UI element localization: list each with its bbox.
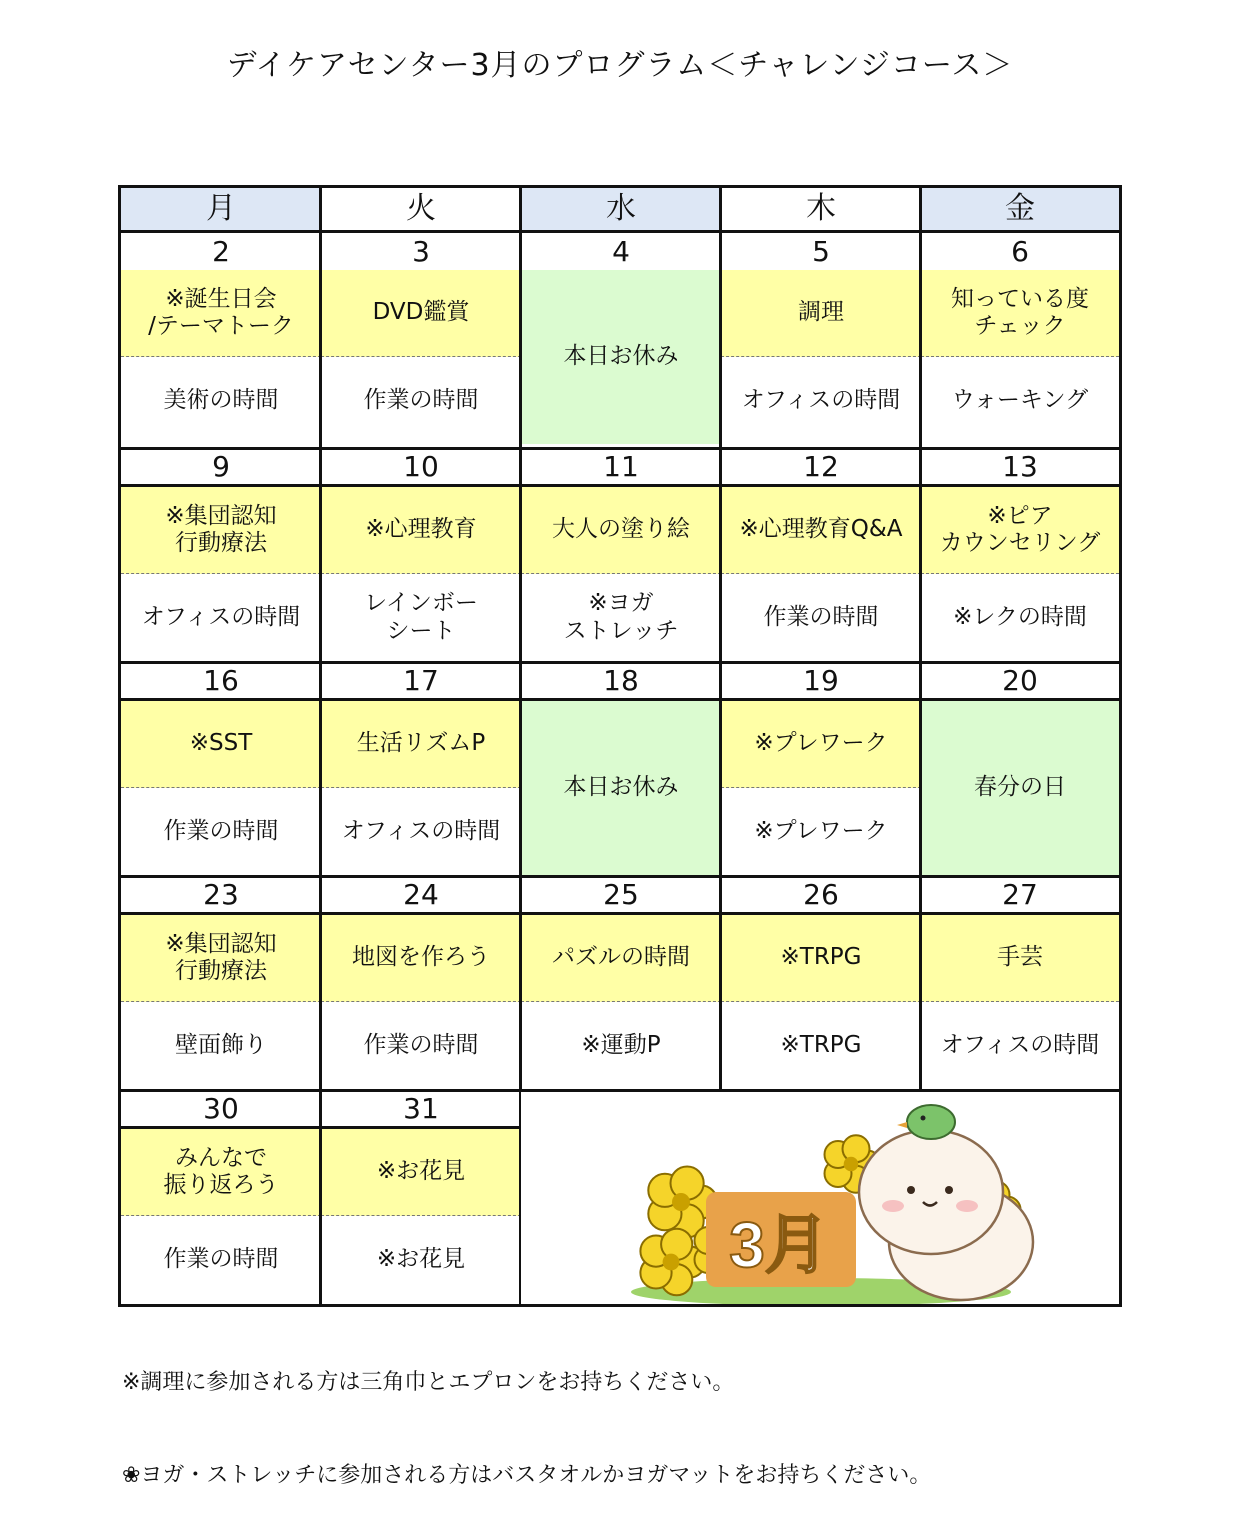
date-cell: 25 [521,875,721,915]
am-program-cell: ※プレワーク [721,701,921,788]
pm-program-cell: 美術の時間 [121,357,321,444]
weekday-header: 水 [521,188,721,233]
am-program-cell: みんなで 振り返ろう [121,1129,321,1216]
date-cell: 16 [121,661,321,701]
pm-program-cell: ※お花見 [321,1216,521,1303]
date-cell: 30 [121,1089,321,1129]
date-cell: 20 [921,661,1119,701]
pm-program-cell: ウォーキング [921,357,1119,444]
column-divider [719,188,722,1089]
am-program-cell: 手芸 [921,915,1119,1002]
pm-program-cell: オフィスの時間 [121,574,321,661]
pm-program-cell: 壁面飾り [121,1002,321,1089]
am-program-cell: 生活リズムP [321,701,521,788]
am-program-cell: ※TRPG [721,915,921,1002]
date-cell: 9 [121,447,321,487]
program-calendar [118,185,1122,1307]
closed-day-cell: 春分の日 [921,701,1119,875]
date-cell: 19 [721,661,921,701]
pm-program-cell: オフィスの時間 [921,1002,1119,1089]
date-cell: 11 [521,447,721,487]
pm-program-cell: レインボー シート [321,574,521,661]
pm-program-cell: 作業の時間 [121,1216,321,1303]
date-cell: 10 [321,447,521,487]
am-program-cell: ※ピア カウンセリング [921,487,1119,574]
notes [122,1305,931,1522]
date-cell: 23 [121,875,321,915]
weekday-header: 月 [121,188,321,233]
note-line: ❀ヨガ・ストレッチに参加される方はバスタオルかヨガマットをお持ちください。 [122,1463,932,1488]
rabbit-icon [859,1108,1033,1300]
weekday-header: 火 [321,188,521,233]
closed-day-cell: 本日お休み [521,270,721,444]
pm-program-cell: ※プレワーク [721,788,921,875]
date-cell: 17 [321,661,521,701]
date-cell: 6 [921,230,1119,273]
pm-program-cell: 作業の時間 [321,1002,521,1089]
pm-program-cell: オフィスの時間 [721,357,921,444]
am-program-cell: パズルの時間 [521,915,721,1002]
date-cell: 3 [321,230,521,273]
am-program-cell: 知っている度 チェック [921,270,1119,357]
date-cell: 31 [321,1089,521,1129]
note-line: ※調理に参加される方は三角巾とエプロンをお持ちください。 [122,1370,735,1395]
date-cell: 2 [121,230,321,273]
am-program-cell: ※心理教育 [321,487,521,574]
date-cell: 27 [921,875,1119,915]
am-program-cell: DVD鑑賞 [321,270,521,357]
pm-program-cell: ※レクの時間 [921,574,1119,661]
pm-program-cell: ※ヨガ ストレッチ [521,574,721,661]
date-cell: 13 [921,447,1119,487]
date-cell: 18 [521,661,721,701]
weekday-header: 木 [721,188,921,233]
date-cell: 12 [721,447,921,487]
rabbit-with-flowers-illustration [521,1092,1119,1304]
pm-program-cell: ※運動P [521,1002,721,1089]
am-program-cell: 地図を作ろう [321,915,521,1002]
am-program-cell: ※SST [121,701,321,788]
am-program-cell: ※集団認知 行動療法 [121,487,321,574]
pm-program-cell: 作業の時間 [721,574,921,661]
pm-program-cell: 作業の時間 [321,357,521,444]
pm-program-cell: オフィスの時間 [321,788,521,875]
am-program-cell: ※心理教育Q&A [721,487,921,574]
weekday-header: 金 [921,188,1119,233]
page-title: デイケアセンター3月のプログラム＜チャレンジコース＞ [226,48,1014,83]
illustration-area [521,1089,1119,1304]
am-program-cell: ※お花見 [321,1129,521,1216]
date-cell: 4 [521,230,721,273]
pm-program-cell: ※TRPG [721,1002,921,1089]
am-program-cell: 大人の塗り絵 [521,487,721,574]
am-program-cell: ※集団認知 行動療法 [121,915,321,1002]
column-divider [919,188,922,1089]
am-program-cell: 調理 [721,270,921,357]
month-badge-text: 3月 [729,1209,829,1281]
date-cell: 24 [321,875,521,915]
closed-day-cell: 本日お休み [521,701,721,875]
am-program-cell: ※誕生日会 /テーマトーク [121,270,321,357]
date-cell: 26 [721,875,921,915]
column-divider [319,188,322,1304]
date-cell: 5 [721,230,921,273]
pm-program-cell: 作業の時間 [121,788,321,875]
